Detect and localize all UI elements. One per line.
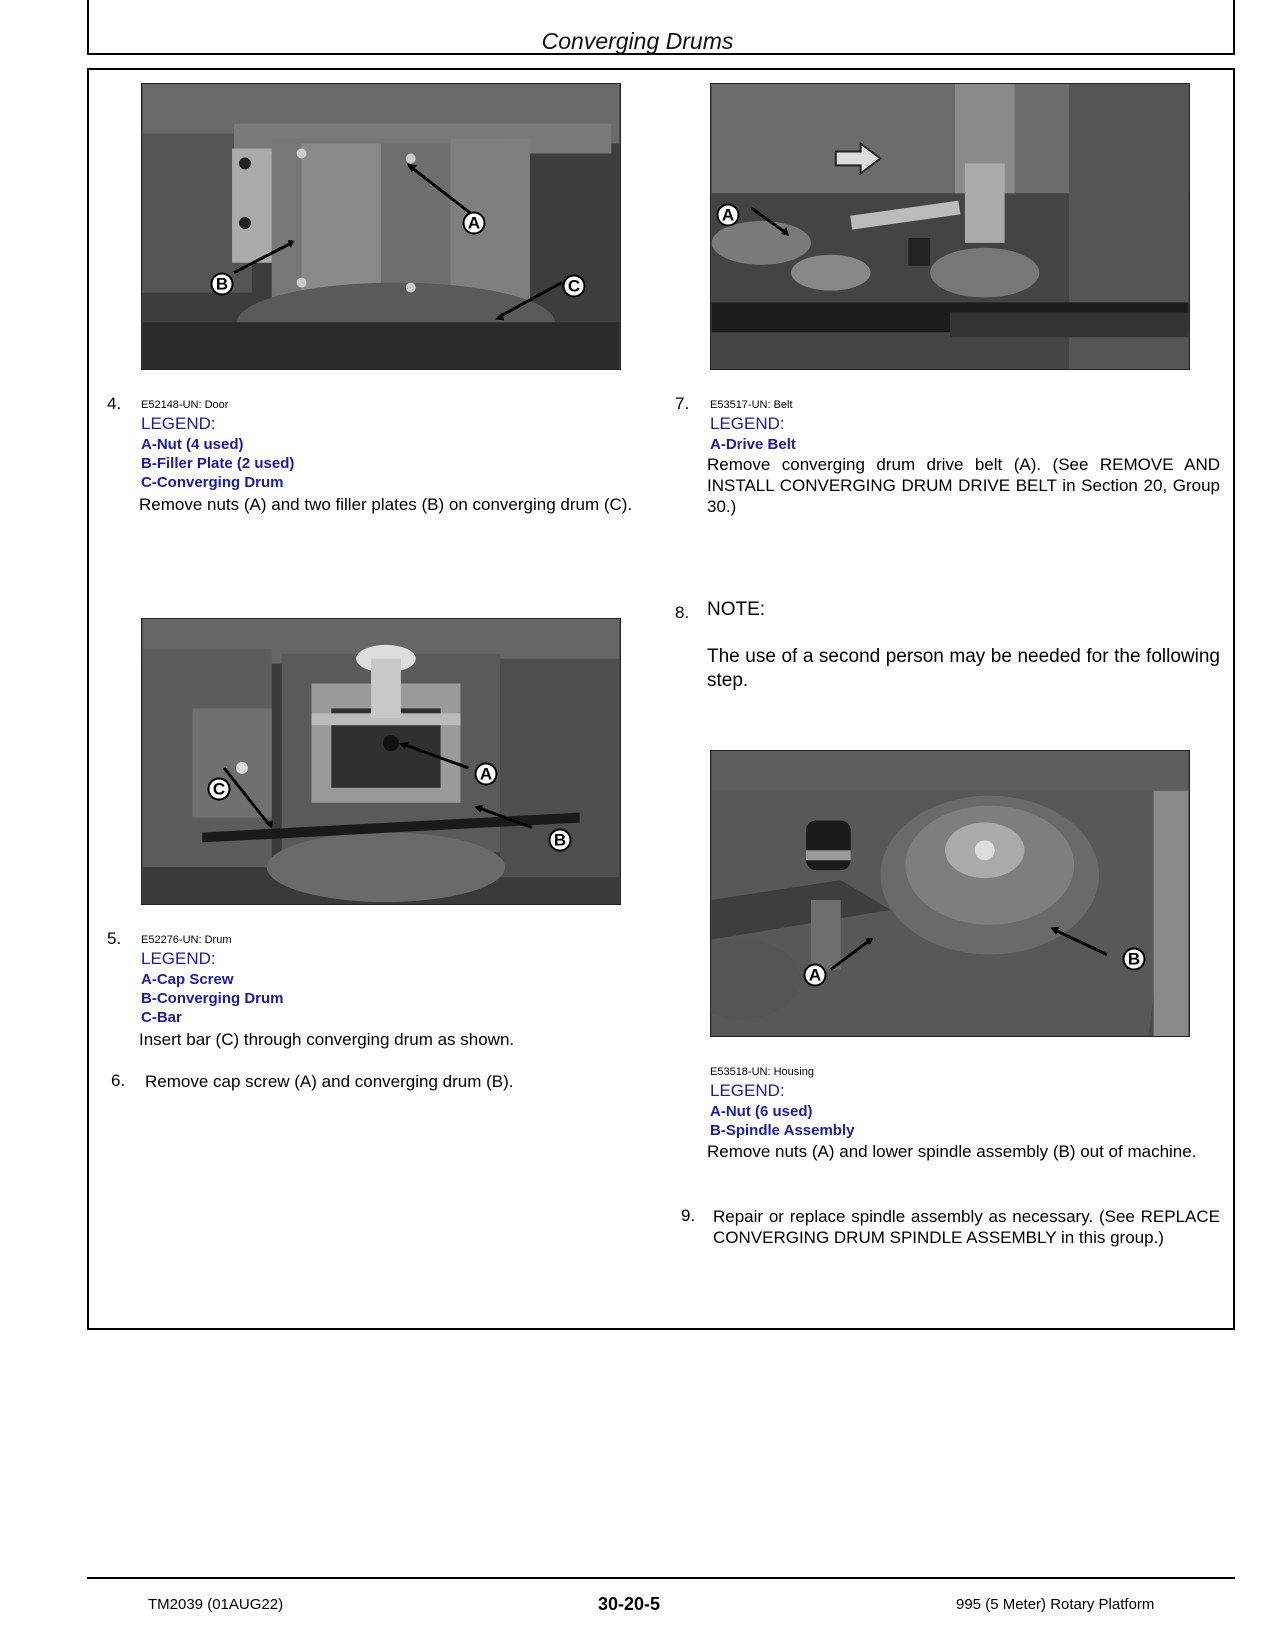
svg-text:B: B: [1127, 949, 1141, 969]
photo-housing-art: [711, 751, 1189, 1036]
step-number: 8.: [675, 603, 690, 622]
callout-a: [474, 762, 498, 791]
legend-item: C-Converging Drum: [141, 474, 284, 491]
photo-belt-art: [711, 84, 1189, 369]
figure-id: E52276-UN: Drum: [141, 934, 232, 946]
footer-doc-id: TM2039 (01AUG22): [148, 1596, 284, 1613]
callout-c: [207, 777, 231, 806]
figure-id: E53517-UN: Belt: [710, 399, 793, 411]
legend-heading: LEGEND:: [710, 1081, 785, 1100]
svg-text:C: C: [212, 779, 226, 799]
svg-text:B: B: [215, 274, 229, 294]
svg-text:A: A: [721, 205, 735, 225]
callout-a: [716, 203, 740, 232]
step-text: Remove nuts (A) and lower spindle assembly (B) out of machine.: [707, 1142, 1197, 1161]
step-text: Insert bar (C) through converging drum as shown.: [139, 1030, 515, 1049]
photo-door-art: [142, 84, 620, 369]
step-number: 5.: [107, 929, 122, 948]
step-text: Remove nuts (A) and two filler plates (B) on converging drum (C).: [139, 495, 633, 514]
step-text: Remove cap screw (A) and converging drum (B).: [145, 1072, 514, 1091]
callout-b: [548, 828, 572, 857]
legend-item: B-Spindle Assembly: [710, 1122, 855, 1139]
svg-text:C: C: [567, 276, 581, 296]
svg-text:A: A: [808, 965, 822, 985]
figure-id: E53518-UN: Housing: [710, 1066, 814, 1078]
figure-id: E52148-UN: Door: [141, 399, 229, 411]
callout-a: [462, 211, 486, 240]
step-number: 7.: [675, 394, 690, 413]
legend-heading: LEGEND:: [710, 414, 785, 433]
photo-door: [141, 83, 621, 370]
callout-b: [1122, 947, 1146, 976]
svg-text:B: B: [553, 830, 567, 850]
legend-heading: LEGEND:: [141, 949, 216, 968]
legend-item: B-Converging Drum: [141, 990, 284, 1007]
step-number: 6.: [111, 1071, 126, 1090]
legend-item: A-Cap Screw: [141, 971, 234, 988]
photo-drum-art: [142, 619, 620, 904]
note-label: NOTE:: [707, 599, 766, 620]
legend-heading: LEGEND:: [141, 414, 216, 433]
photo-housing: [710, 750, 1190, 1037]
page-title: Converging Drums: [541, 28, 734, 54]
footer-page-number: 30-20-5: [598, 1594, 661, 1614]
svg-text:A: A: [479, 764, 493, 784]
callout-a: [803, 963, 827, 992]
step-text: Remove converging drum drive belt (A). (See REMOVE AND INSTALL CONVERGING DRUM DRIVE BELT in Section 20, Group 30.): [707, 455, 1220, 516]
step-text: Repair or replace spindle assembly as necessary. (See REPLACE CONVERGING DRUM SPINDLE ASSEMBLY in this group.): [713, 1207, 1220, 1247]
step-number: 4.: [107, 394, 122, 413]
note-text: The use of a second person may be needed for the following step.: [707, 646, 1220, 691]
callout-c: [562, 274, 586, 303]
footer-rule: [87, 1577, 1235, 1579]
footer-product: 995 (5 Meter) Rotary Platform: [956, 1596, 1155, 1613]
photo-belt: [710, 83, 1190, 370]
legend-item: A-Drive Belt: [710, 436, 796, 453]
callout-b: [210, 272, 234, 301]
legend-item: A-Nut (6 used): [710, 1103, 813, 1120]
legend-item: A-Nut (4 used): [141, 436, 244, 453]
step-number: 9.: [681, 1206, 696, 1225]
photo-drum: [141, 618, 621, 905]
svg-text:A: A: [467, 213, 481, 233]
legend-item: B-Filler Plate (2 used): [141, 455, 295, 472]
legend-item: C-Bar: [141, 1009, 182, 1026]
